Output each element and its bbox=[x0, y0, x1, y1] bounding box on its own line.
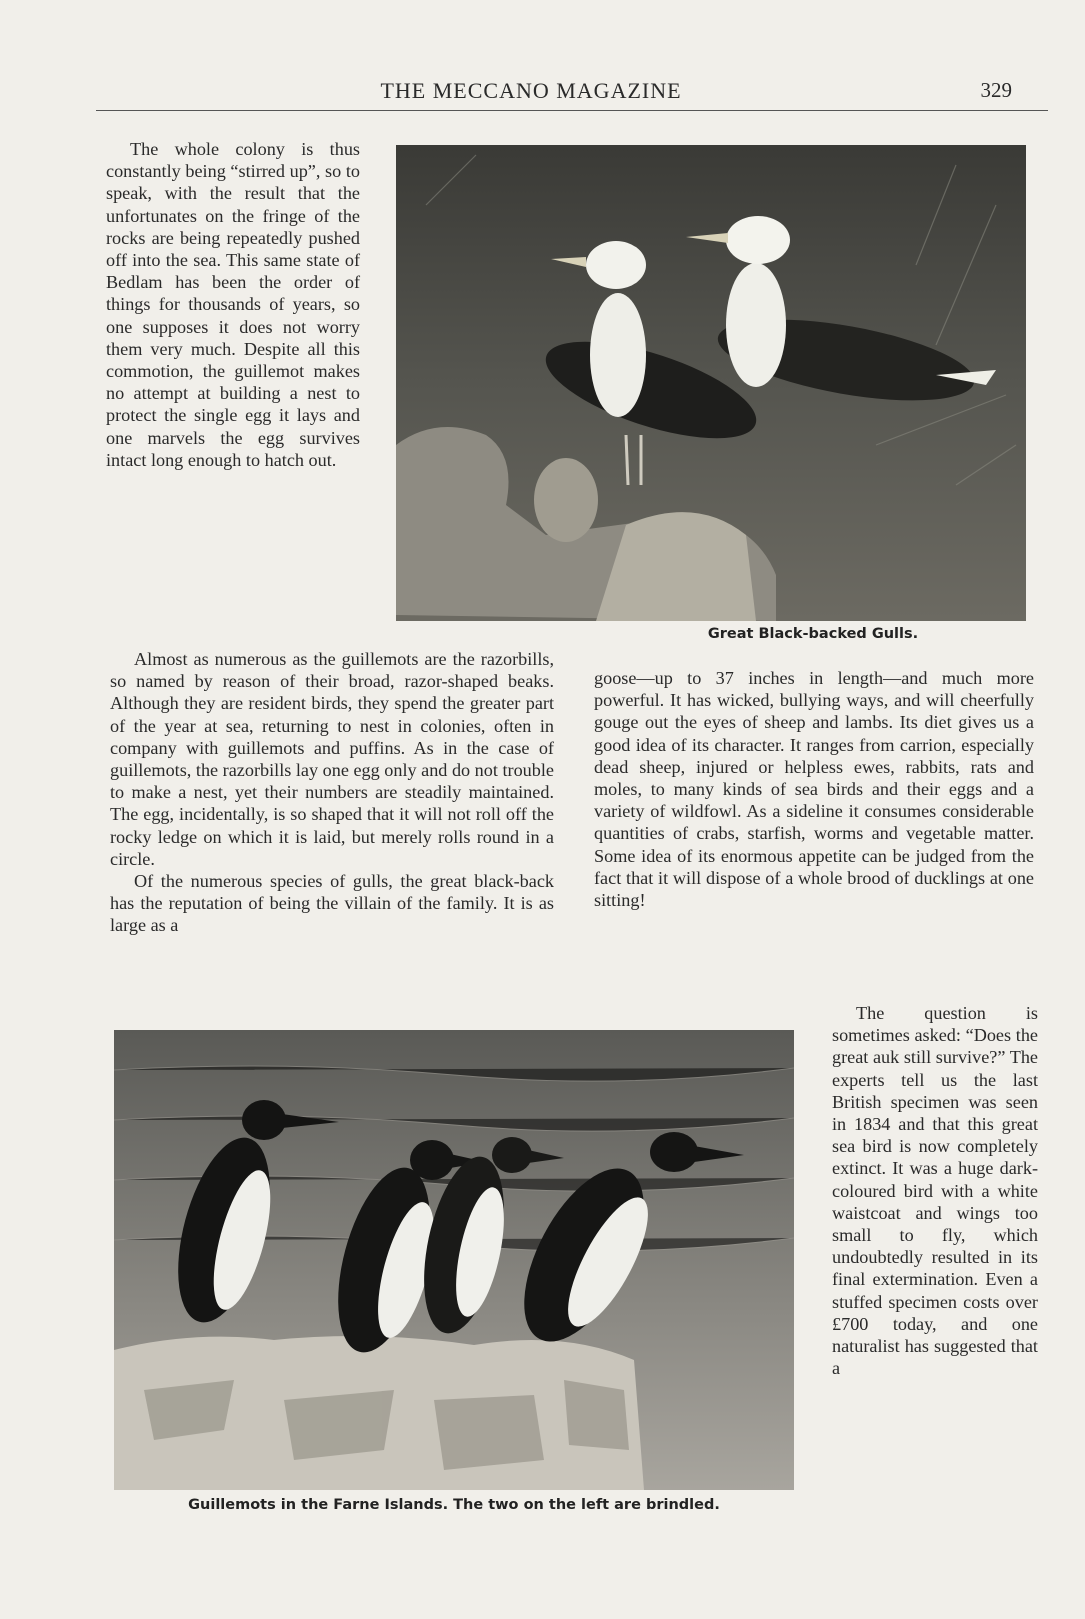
article-paragraph: goose—up to 37 inches in length—and much more powerful. It has wicked, bullying ways, and will cheerfully gouge out the eyes of sheep and lambs. Its diet gives us a good idea of its character. It ranges from carrion, especially dead sheep, injured or helpless ewes, rabbits, rats and moles, to many kinds of sea birds and their eggs and a variety of wildfowl. As a sideline it consumes considerable quantities of crabs, starfish, worms and vegetable matter. Some idea of its enormous appetite can be judged from the fact that it will dispose of a whole brood of ducklings at one sitting! bbox=[594, 668, 1034, 911]
gulls-caption: Great Black-backed Gulls. bbox=[707, 626, 919, 642]
gulls-photo bbox=[396, 145, 1026, 621]
page-header bbox=[96, 78, 1048, 111]
article-col2 bbox=[594, 667, 1034, 911]
article-paragraph: Almost as numerous as the guillemots are the razorbills, so named by reason of their broad, razor-shaped beaks. Although they are resident birds, they spend the greater part of the year at sea, returning to nest in colonies, often in company with guillemots and puffins. As in the case of guillemots, the razorbills lay one egg only and do not trouble to make a nest, yet their numbers are steadily maintained. The egg, incidentally, is so shaped that it will not roll off the rocky ledge on which it is laid, but merely rolls round in a circle. bbox=[110, 649, 554, 869]
magazine-title: THE MECCANO MAGAZINE bbox=[380, 78, 682, 103]
article-col1-top bbox=[106, 138, 360, 471]
page-number: 329 bbox=[980, 78, 1012, 102]
guillemots-caption: Guillemots in the Farne Islands. The two on the left are brindled. bbox=[188, 1497, 720, 1513]
article-paragraph: Of the numerous species of gulls, the great black-back has the reputation of being the villain of the family. It is as large as a bbox=[110, 871, 554, 936]
guillemots-photo bbox=[114, 1030, 794, 1490]
guillemots-image bbox=[114, 1030, 794, 1490]
article-col1-bottom bbox=[110, 648, 554, 937]
article-paragraph: The whole colony is thus constantly being “stirred up”, so to speak, with the result that the unfortunates on the fringe of the rocks are being repeatedly pushed off into the sea. This same state of Bedlam has been the order of things for thousands of years, so one supposes it does not worry them very much. Despite all this commotion, the guillemot makes no attempt at building a nest to protect the single egg it lays and one marvels the egg survives intact long enough to hatch out. bbox=[106, 139, 360, 470]
article-col3 bbox=[832, 1002, 1038, 1379]
article-paragraph: The question is sometimes asked: “Does the great auk still survive?” The experts tell us the last British specimen was seen in 1834 and that this great sea bird is now completely extinct. It was a huge dark-coloured bird with a white waistcoat and wings too small to fly, which undoubtedly resulted in its final extermination. Even a stuffed specimen costs over £700 today, and one naturalist has suggested that a bbox=[832, 1003, 1038, 1379]
gulls-image bbox=[396, 145, 1026, 621]
